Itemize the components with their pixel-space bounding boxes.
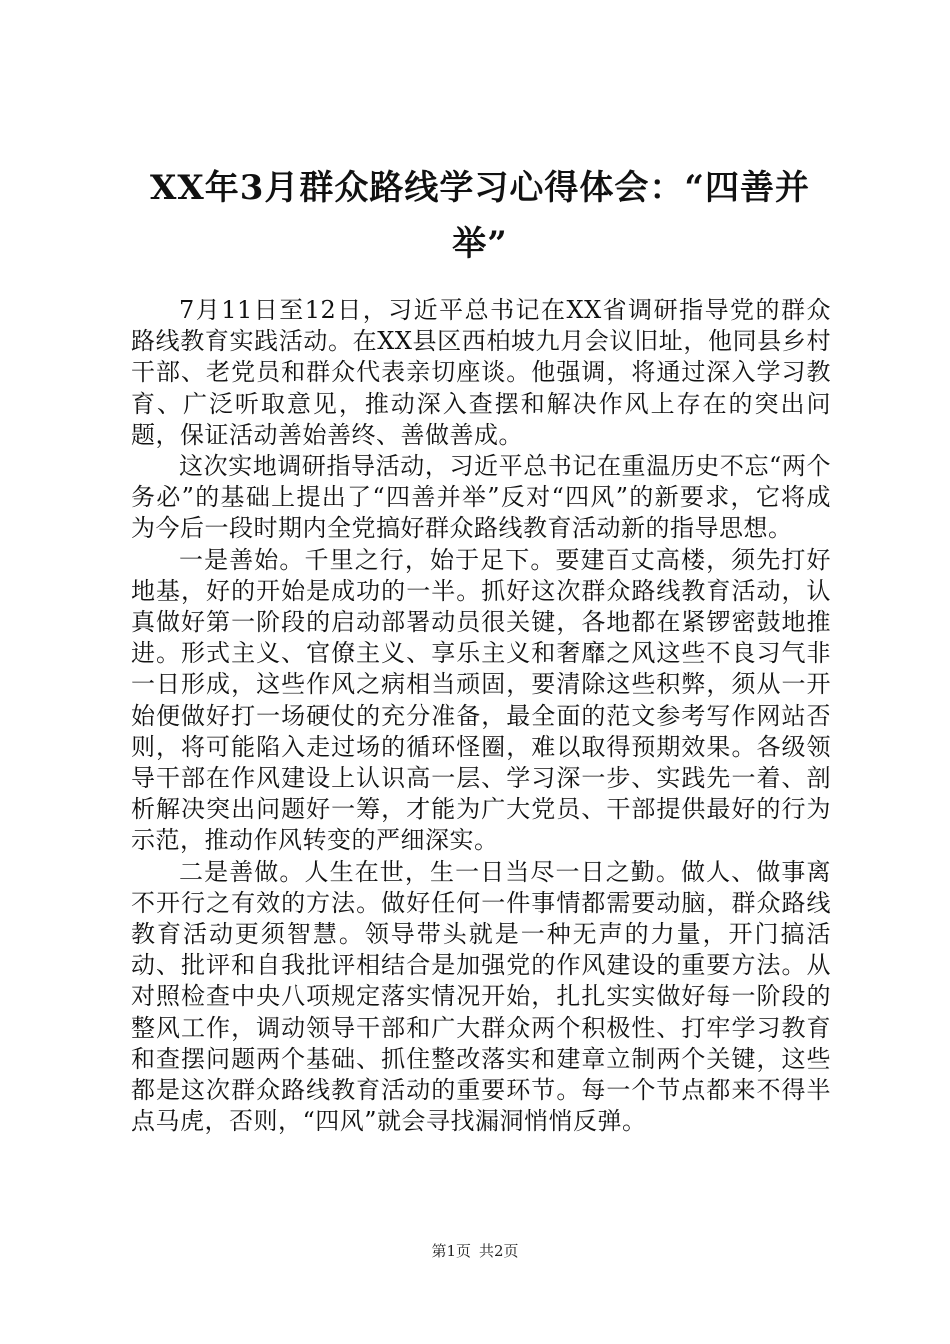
paragraph-1: 7月11日至12日，习近平总书记在XX省调研指导党的群众路线教育实践活动。在XX县区西柏坡九月会议旧址，他同县乡村干部、老党员和群众代表亲切座谈。他强调，将通过深入学习教育、广泛听取意见，推动深入查摆和解决作风上存在的突出问题，保证活动善始善终、善做善成。 xyxy=(131,296,831,449)
page-number: 第1页 xyxy=(431,1242,471,1260)
page-footer xyxy=(0,1240,950,1261)
page-total: 共2页 xyxy=(479,1242,519,1260)
document-body xyxy=(131,295,831,1137)
document-title: XX年3月群众路线学习心得体会：“四善并举” xyxy=(150,168,810,264)
paragraph-3: 一是善始。千里之行，始于足下。要建百丈高楼，须先打好地基，好的开始是成功的一半。抓好这次群众路线教育活动，认真做好第一阶段的启动部署动员很关键，各地都在紧锣密鼓地推进。形式主义、官僚主义、享乐主义和奢靡之风这些不良习气非一日形成，这些作风之病相当顽固，要清除这些积弊，须从一开始便做好打一场硬仗的充分准备，最全面的范文参考写作网站否则，将可能陷入走过场的循环怪圈，难以取得预期效果。各级领导干部在作风建设上认识高一层、学习深一步、实践先一着、剖析解决突出问题好一筹，才能为广大党员、干部提供最好的行为示范，推动作风转变的严细深实。 xyxy=(131,545,831,855)
paragraph-4: 二是善做。人生在世，生一日当尽一日之勤。做人、做事离不开行之有效的方法。做好任何一件事情都需要动脑，群众路线教育活动更须智慧。领导带头就是一种无声的力量，开门搞活动、批评和自我批评相结合是加强党的作风建设的重要方法。从对照检查中央八项规定落实情况开始，扎扎实实做好每一阶段的整风工作，调动领导干部和广大群众两个积极性、打牢学习教育和查摆问题两个基础、抓住整改落实和建章立制两个关键，这些都是这次群众路线教育活动的重要环节。每一个节点都来不得半点马虎，否则，“四风”就会寻找漏洞悄悄反弹。 xyxy=(131,857,831,1136)
paragraph-2: 这次实地调研指导活动，习近平总书记在重温历史不忘“两个务必”的基础上提出了“四善并举”反对“四风”的新要求，它将成为今后一段时期内全党搞好群众路线教育活动新的指导思想。 xyxy=(131,452,831,543)
